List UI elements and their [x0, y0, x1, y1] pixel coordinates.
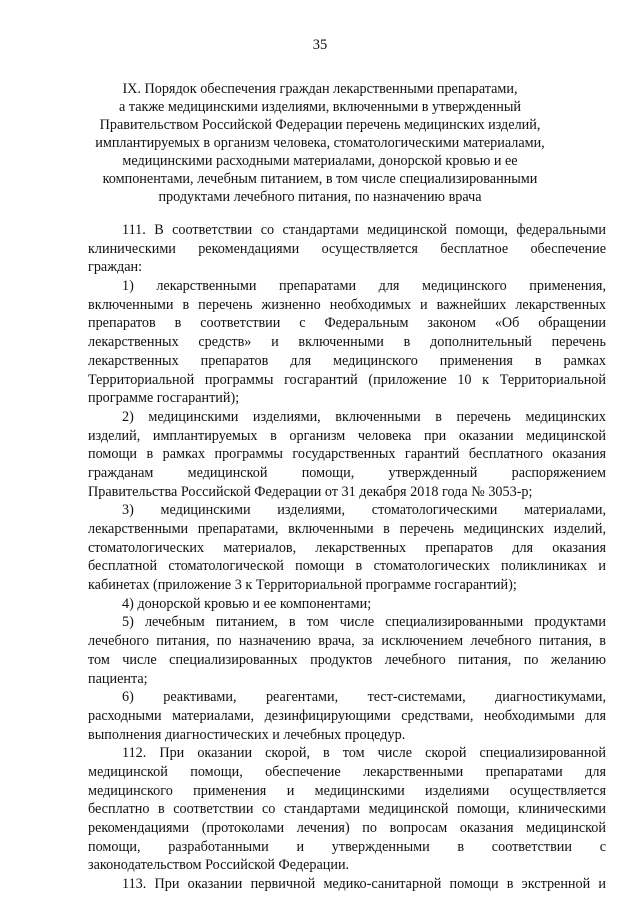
document-body — [88, 221, 606, 894]
paragraph — [88, 613, 606, 688]
heading-line: Правительством Российской Федерации перечень медицинских изделий, — [99, 117, 541, 133]
heading-line: а также медицинскими изделиями, включенными в утвержденный — [119, 99, 521, 115]
text-line: расходными материалами, дезинфицирующими средствами, необходимыми для — [88, 707, 606, 724]
text-line: том числе специализированных продуктов лечебного питания, по желанию — [88, 651, 606, 668]
text-line: медицинской помощи, обеспечение лекарственными препаратами для — [88, 763, 606, 780]
text-line: медицинского применения и медицинскими изделиями осуществляется — [88, 782, 606, 799]
page-number: 35 — [312, 37, 328, 53]
text-line: стоматологических материалов, лекарственных препаратов для оказания — [88, 539, 606, 556]
text-line: гражданам медицинской помощи, утвержденный распоряжением — [88, 464, 606, 481]
paragraph — [88, 688, 606, 744]
paragraph — [88, 744, 606, 875]
paragraph — [88, 875, 606, 894]
text-line: законодательством Российской Федерации. — [88, 857, 350, 874]
text-line: лечебного питания, по назначению врача, за исключением лечебного питания, в — [88, 633, 606, 650]
text-line: 111. В соответствии со стандартами медицинской помощи, федеральными — [122, 222, 606, 238]
text-line: рекомендациями (протоколами лечения) по вопросам оказания медицинской — [88, 820, 606, 836]
text-line: 5) лечебным питанием, в том числе специализированными продуктами — [122, 614, 606, 631]
text-line: 4) донорской кровью и ее компонентами; — [122, 595, 372, 612]
text-line: клиническими рекомендациями осуществляется бесплатное обеспечение — [88, 240, 606, 257]
paragraph — [88, 277, 606, 408]
text-line: кабинетах (приложение 3 к Территориальной программе госгарантий); — [88, 577, 517, 594]
paragraph — [88, 501, 606, 594]
text-line: 1) лекарственными препаратами для медицинского применения, — [122, 278, 606, 295]
text-line: 3) медицинскими изделиями, стоматологическими материалами, — [122, 502, 606, 519]
text-line: бесплатно в соответствии со стандартами медицинской помощи, клиническими — [88, 801, 606, 818]
text-line: помощи в рамках программы государственных гарантий бесплатного оказания — [88, 446, 606, 463]
text-line: включенными в перечень жизненно необходимых и важнейших лекарственных — [88, 296, 606, 313]
text-line: 6) реактивами, реагентами, тест-системами, диагностикумами, — [122, 689, 606, 706]
text-line: лекарственных средств» и включенными в дополнительный перечень — [88, 334, 606, 351]
text-line: лекарственных препаратов для медицинского применения в рамках — [88, 352, 606, 369]
text-line: 2) медицинскими изделиями, включенными в перечень медицинских — [122, 408, 606, 425]
text-line: препаратов в соответствии с Федеральным законом «Об обращении — [88, 315, 606, 332]
text-line: Правительства Российской Федерации от 31 декабря 2018 года № 3053-р; — [88, 483, 533, 500]
heading-line: компонентами, лечебным питанием, в том числе специализированными — [102, 171, 538, 187]
paragraph — [88, 595, 606, 614]
text-line: Территориальной программы госгарантий (приложение 10 к Территориальной — [88, 371, 606, 388]
text-line: изделий, имплантируемых в организм человека при оказании медицинской — [88, 427, 606, 444]
heading-line: IX. Порядок обеспечения граждан лекарственными препаратами, — [122, 81, 518, 97]
heading-line: имплантируемых в организм человека, стоматологическими материалами, — [95, 135, 545, 151]
paragraph — [88, 408, 606, 501]
text-line: бесплатной стоматологической помощи в стоматологических поликлиниках и — [88, 558, 606, 575]
text-line: выполнения диагностических и лечебных процедур. — [88, 726, 406, 743]
heading-line: продуктами лечебного питания, по назначению врача — [158, 189, 482, 205]
text-line: 113. При оказании первичной медико-санитарной помощи в экстренной и — [122, 876, 606, 893]
paragraph — [88, 221, 606, 277]
text-line: лекарственными препаратами, включенными в перечень медицинских изделий, — [88, 521, 606, 537]
text-line: пациента; — [88, 670, 148, 687]
text-line: программе госгарантий); — [88, 390, 240, 407]
text-line: 112. При оказании скорой, в том числе скорой специализированной — [122, 745, 606, 762]
text-line: граждан: — [88, 259, 143, 276]
section-heading — [95, 80, 545, 206]
heading-line: медицинскими расходными материалами, донорской кровью и ее — [122, 153, 518, 169]
text-line: помощи, разработанными и утвержденными в соответствии с — [88, 838, 606, 855]
